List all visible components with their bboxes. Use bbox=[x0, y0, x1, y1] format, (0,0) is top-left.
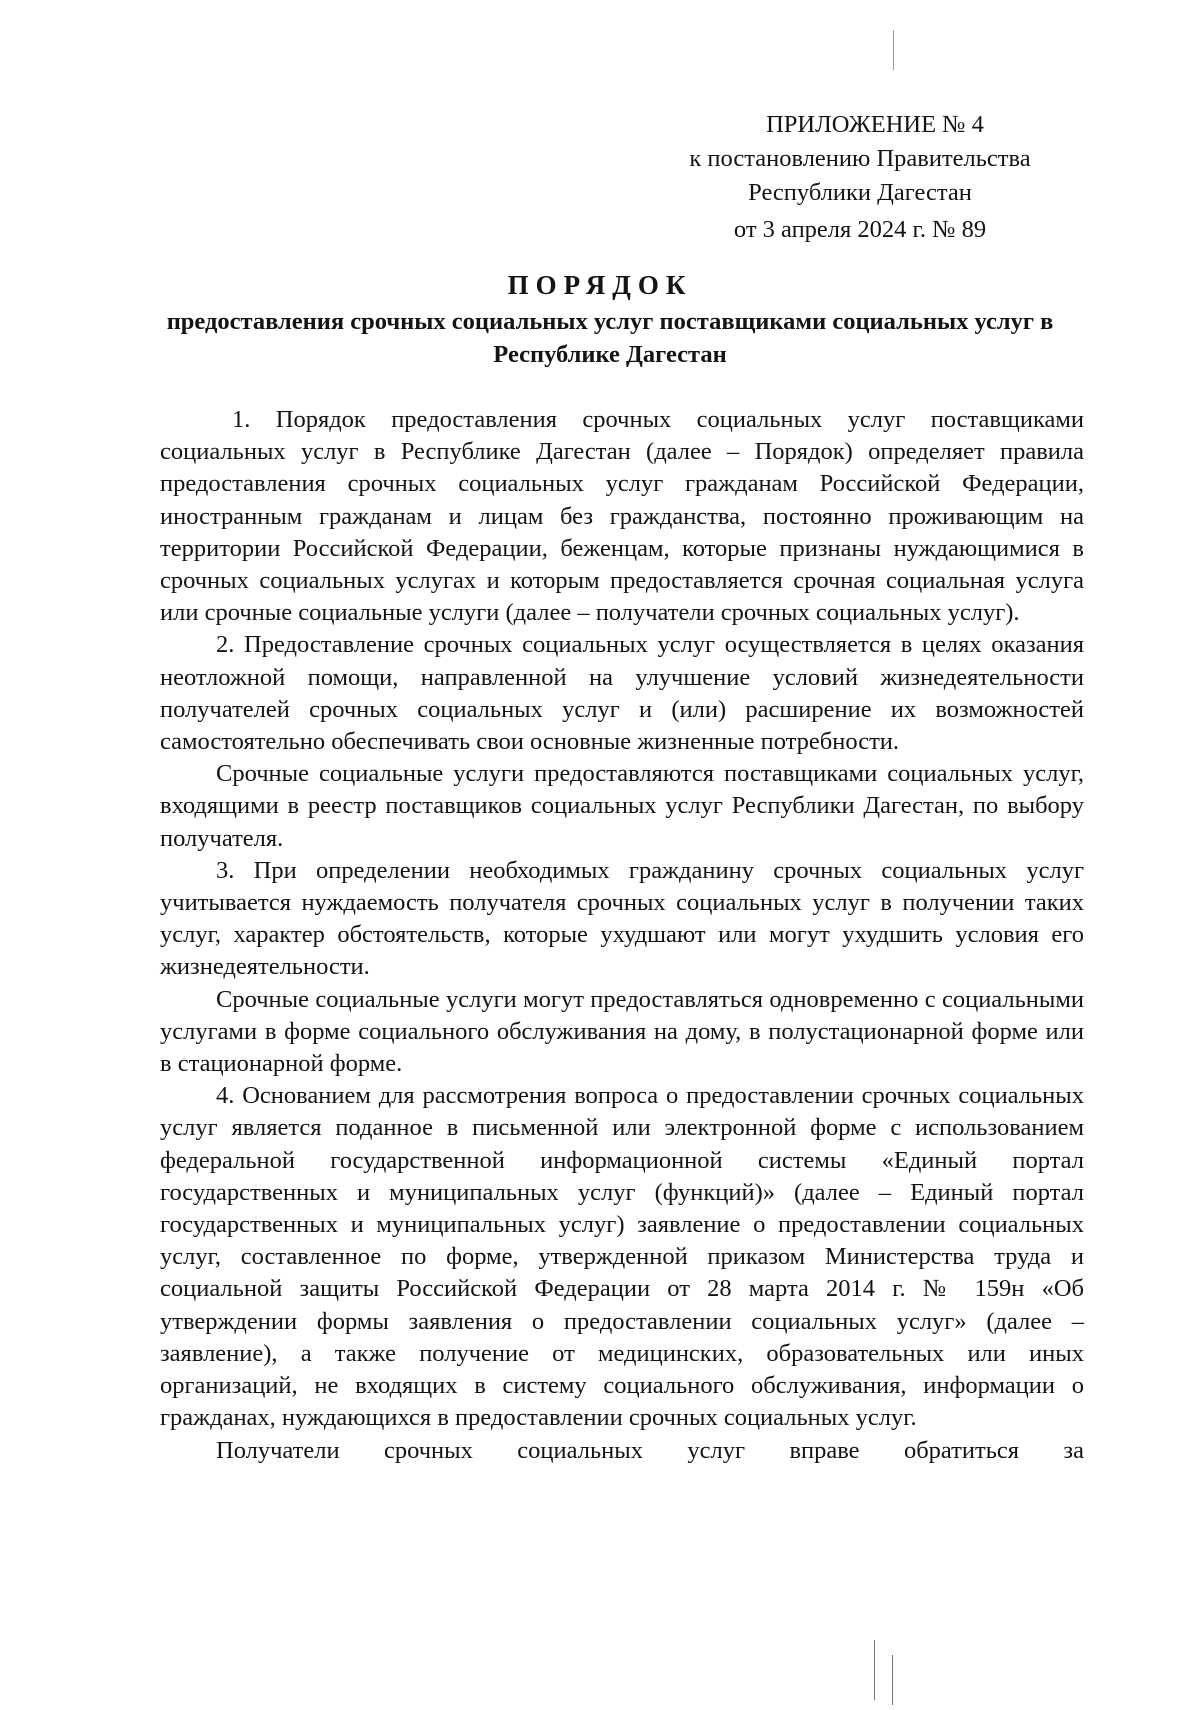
document-title: ПОРЯДОК bbox=[507, 270, 693, 300]
paragraph: 2. Предоставление срочных социальных услуг осуществляется в целях оказания неотложной помощи, направленной на улучшение условий жизнедеятельности получателей срочных социальных услуг и (или) расширение их возможностей самостоятельно обеспечивать свои основные жизненные потребности. bbox=[160, 631, 1084, 756]
document-body bbox=[160, 404, 1084, 1467]
appendix-header bbox=[640, 108, 1080, 210]
resolution-reference: к постановлению Правительства bbox=[689, 145, 1031, 172]
scan-artifact bbox=[893, 30, 894, 70]
paragraph: Срочные социальные услуги могут предоставляться одновременно с социальными услугами в форме социального обслуживания на дому, в полустационарной форме или в стационарной форме. bbox=[160, 985, 1084, 1078]
resolution-date: от 3 апреля 2024 г. № 89 bbox=[733, 216, 987, 243]
document-subtitle: предоставления срочных социальных услуг поставщиками социальных услуг в Республике Дагестан bbox=[166, 308, 1054, 368]
republic-name: Республики Дагестан bbox=[748, 179, 972, 206]
paragraph: Получатели срочных социальных услуг вправе обратиться за bbox=[216, 1436, 1084, 1464]
scan-artifact bbox=[892, 1655, 893, 1705]
paragraph: Срочные социальные услуги предоставляются поставщиками социальных услуг, входящими в реестр поставщиков социальных услуг Республики Дагестан, по выбору получателя. bbox=[160, 760, 1084, 852]
paragraph: 1. Порядок предоставления срочных социальных услуг поставщиками социальных услуг в Республике Дагестан (далее – Порядок) определяет правила предоставления срочных социальных услуг гражданам Российской Федерации, иностранным гражданам и лицам без гражданства, постоянно проживающим на территории Российской Федерации, беженцам, которые признаны нуждающимися в срочных социальных услугах и которым предоставляется срочная социальная услуга или срочные социальные услуги (далее – получатели срочных социальных услуг). bbox=[160, 406, 1084, 627]
scan-artifact bbox=[874, 1640, 875, 1700]
paragraph: 3. При определении необходимых гражданину срочных социальных услуг учитывается нуждаемость получателя срочных социальных услуг в получении таких услуг, характер обстоятельств, которые ухудшают или могут ухудшить условия его жизнедеятельности. bbox=[160, 856, 1084, 981]
paragraph: 4. Основанием для рассмотрения вопроса о предоставлении срочных социальных услуг является поданное в письменной или электронной форме с использованием федеральной государственной информационной системы «Единый портал государственных и муниципальных услуг (функций)» (далее – Единый портал государственных и муниципальных услуг) заявление о предоставлении социальных услуг, составленное по форме, утвержденной приказом Министерства труда и социальной защиты Российской Федерации от 28 марта 2014 г. № 159н «Об утверждении формы заявления о предоставлении социальных услуг» (далее – заявление), а также получение от медицинских, образовательных или иных организаций, не входящих в систему социального обслуживания, информации о гражданах, нуждающихся в предоставлении срочных социальных услуг. bbox=[160, 1082, 1084, 1432]
appendix-number: ПРИЛОЖЕНИЕ № 4 bbox=[766, 111, 984, 138]
